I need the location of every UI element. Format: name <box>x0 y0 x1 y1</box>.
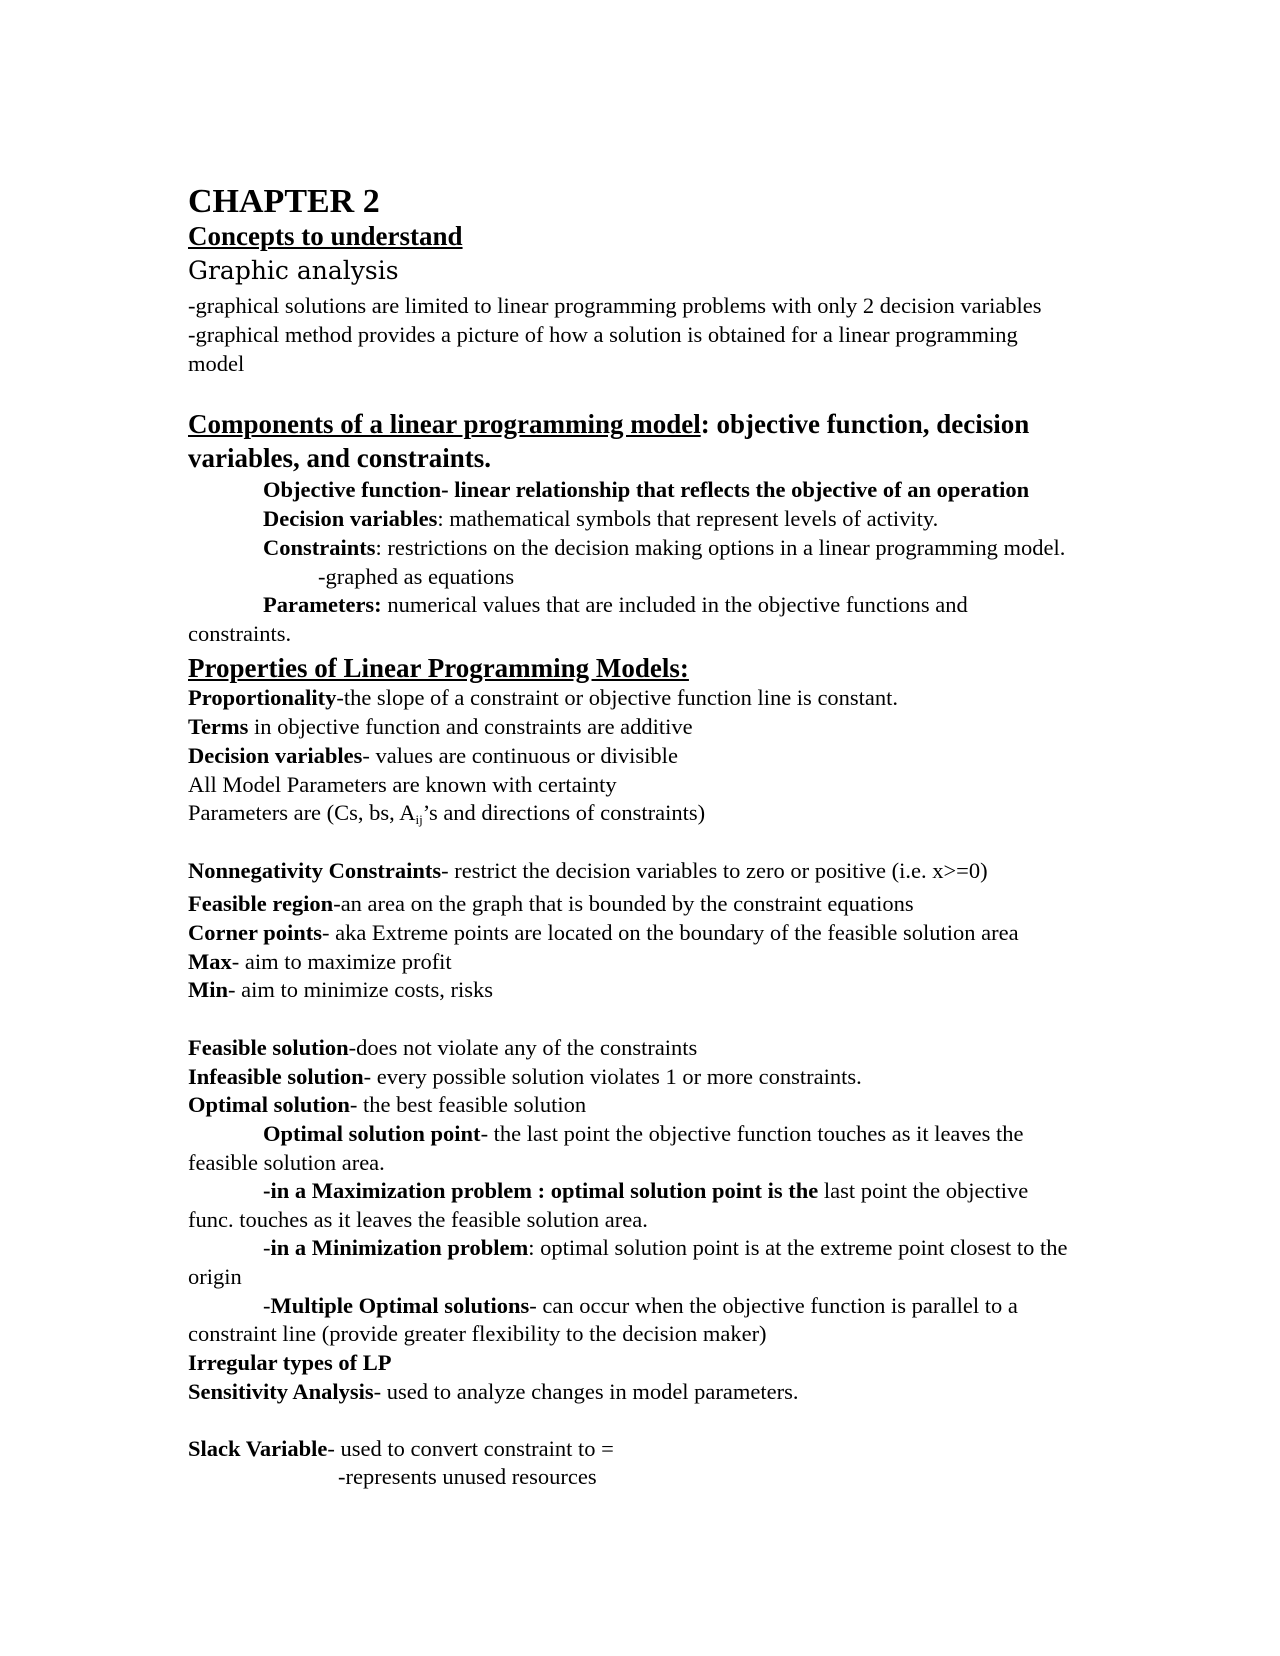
decision-variables-term: Decision variables <box>263 506 438 531</box>
nonnegativity-line <box>188 857 988 885</box>
parameters-are-subscript: ij <box>415 812 423 827</box>
corner-points-text: - aka Extreme points are located on the boundary of the feasible solution area <box>321 920 1019 945</box>
infeasible-solution-text: - every possible solution violates 1 or more constraints. <box>363 1064 862 1089</box>
properties-heading: Properties of Linear Programming Models: <box>188 653 689 683</box>
min-term: Min <box>188 977 229 1002</box>
multiple-optimal-text: - can occur when the objective function is parallel to a <box>529 1293 1018 1318</box>
max-problem-text: last point the objective <box>818 1178 1029 1203</box>
max-problem-line <box>263 1177 1028 1205</box>
graphic-analysis-heading: Graphic analysis <box>188 256 399 285</box>
concepts-heading: Concepts to understand <box>188 221 463 251</box>
proportionality-text: -the slope of a constraint or objective function line is constant. <box>336 685 899 710</box>
model-parameters-line: All Model Parameters are known with certainty <box>188 772 617 797</box>
min-problem-dash: - <box>263 1235 271 1260</box>
optimal-point-cont: feasible solution area. <box>188 1150 385 1175</box>
optimal-solution-term: Optimal solution <box>188 1092 350 1117</box>
proportionality-line <box>188 684 898 712</box>
feasible-solution-text: -does not violate any of the constraints <box>348 1035 698 1060</box>
multiple-optimal-dash: - <box>263 1293 271 1318</box>
optimal-solution-text: - the best feasible solution <box>349 1092 587 1117</box>
parameters-are-line <box>188 799 705 834</box>
max-problem-term: -in a Maximization problem : optimal solution point is the <box>263 1178 819 1203</box>
graphical-line-1: -graphical solutions are limited to linear programming problems with only 2 decision variables <box>188 293 1042 318</box>
feasible-region-line <box>188 890 914 918</box>
components-heading <box>188 407 1029 441</box>
infeasible-solution-term: Infeasible solution <box>188 1064 364 1089</box>
feasible-solution-term: Feasible solution <box>188 1035 349 1060</box>
slack-line <box>188 1435 614 1463</box>
min-problem-term: in a Minimization problem <box>270 1235 529 1260</box>
constraints-text: : restrictions on the decision making options in a linear programming model. <box>375 535 1066 560</box>
optimal-point-term: Optimal solution point <box>263 1121 481 1146</box>
constraints-term: Constraints <box>263 535 376 560</box>
constraints-note: -graphed as equations <box>318 564 515 589</box>
nonnegativity-term: Nonnegativity Constraints <box>188 858 442 883</box>
terms-line <box>188 713 693 741</box>
sensitivity-line <box>188 1378 799 1406</box>
min-text: - aim to minimize costs, risks <box>228 977 493 1002</box>
decision-variables-prop-text: - values are continuous or divisible <box>362 743 678 768</box>
optimal-point-text: - the last point the objective function touches as it leaves the <box>480 1121 1024 1146</box>
sensitivity-term: Sensitivity Analysis <box>188 1379 374 1404</box>
components-heading-rest: : objective function, decision <box>700 409 1030 439</box>
slack-text: - used to convert constraint to = <box>327 1436 614 1461</box>
max-term: Max <box>188 949 232 974</box>
parameters-are-post: ’s and directions of constraints) <box>422 800 706 825</box>
parameters-term: Parameters: <box>263 592 382 617</box>
slack-note: -represents unused resources <box>338 1464 597 1489</box>
decision-variables-prop-term: Decision variables <box>188 743 363 768</box>
corner-points-term: Corner points <box>188 920 322 945</box>
multiple-optimal-line <box>263 1292 1018 1320</box>
graphical-line-2: -graphical method provides a picture of how a solution is obtained for a linear programming <box>188 322 1018 347</box>
constraints-def <box>263 534 1065 562</box>
min-problem-line <box>263 1234 1068 1262</box>
nonnegativity-text: - restrict the decision variables to zero or positive (i.e. x>=0) <box>441 858 988 883</box>
parameters-text: numerical values that are included in the objective functions and <box>381 592 968 617</box>
max-problem-cont: func. touches as it leaves the feasible solution area. <box>188 1207 648 1232</box>
proportionality-term: Proportionality <box>188 685 337 710</box>
min-problem-text: : optimal solution point is at the extreme point closest to the <box>528 1235 1068 1260</box>
feasible-solution-line <box>188 1034 697 1062</box>
terms-term: Terms <box>188 714 249 739</box>
sensitivity-text: - used to analyze changes in model parameters. <box>373 1379 799 1404</box>
components-heading-underlined: Components of a linear programming model <box>188 409 701 439</box>
max-text: - aim to maximize profit <box>231 949 452 974</box>
decision-variables-text: : mathematical symbols that represent levels of activity. <box>437 506 939 531</box>
parameters-def-cont: constraints. <box>188 621 292 646</box>
optimal-solution-line <box>188 1091 586 1119</box>
slack-term: Slack Variable <box>188 1436 328 1461</box>
parameters-are-pre: Parameters are (Cs, bs, A <box>188 800 416 825</box>
terms-text: in objective function and constraints are additive <box>248 714 693 739</box>
objective-function-def <box>263 476 1029 504</box>
optimal-point-line <box>263 1120 1024 1148</box>
multiple-optimal-cont: constraint line (provide greater flexibility to the decision maker) <box>188 1321 767 1346</box>
objective-function-text: - linear relationship that reflects the objective of an operation <box>441 477 1030 502</box>
decision-variables-prop-line <box>188 742 678 770</box>
multiple-optimal-term: Multiple Optimal solutions <box>270 1293 530 1318</box>
feasible-region-text: -an area on the graph that is bounded by the constraint equations <box>333 891 914 916</box>
min-problem-cont: origin <box>188 1264 242 1289</box>
chapter-title: CHAPTER 2 <box>188 183 380 220</box>
parameters-def <box>263 591 968 619</box>
decision-variables-def <box>263 505 938 533</box>
feasible-region-term: Feasible region <box>188 891 334 916</box>
max-line <box>188 948 452 976</box>
objective-function-term: Objective function <box>263 477 442 502</box>
components-heading-line-2: variables, and constraints. <box>188 443 492 473</box>
corner-points-line <box>188 919 1019 947</box>
graphical-line-3: model <box>188 351 245 376</box>
min-line <box>188 976 493 1004</box>
infeasible-solution-line <box>188 1063 862 1091</box>
irregular-types-line: Irregular types of LP <box>188 1350 392 1375</box>
